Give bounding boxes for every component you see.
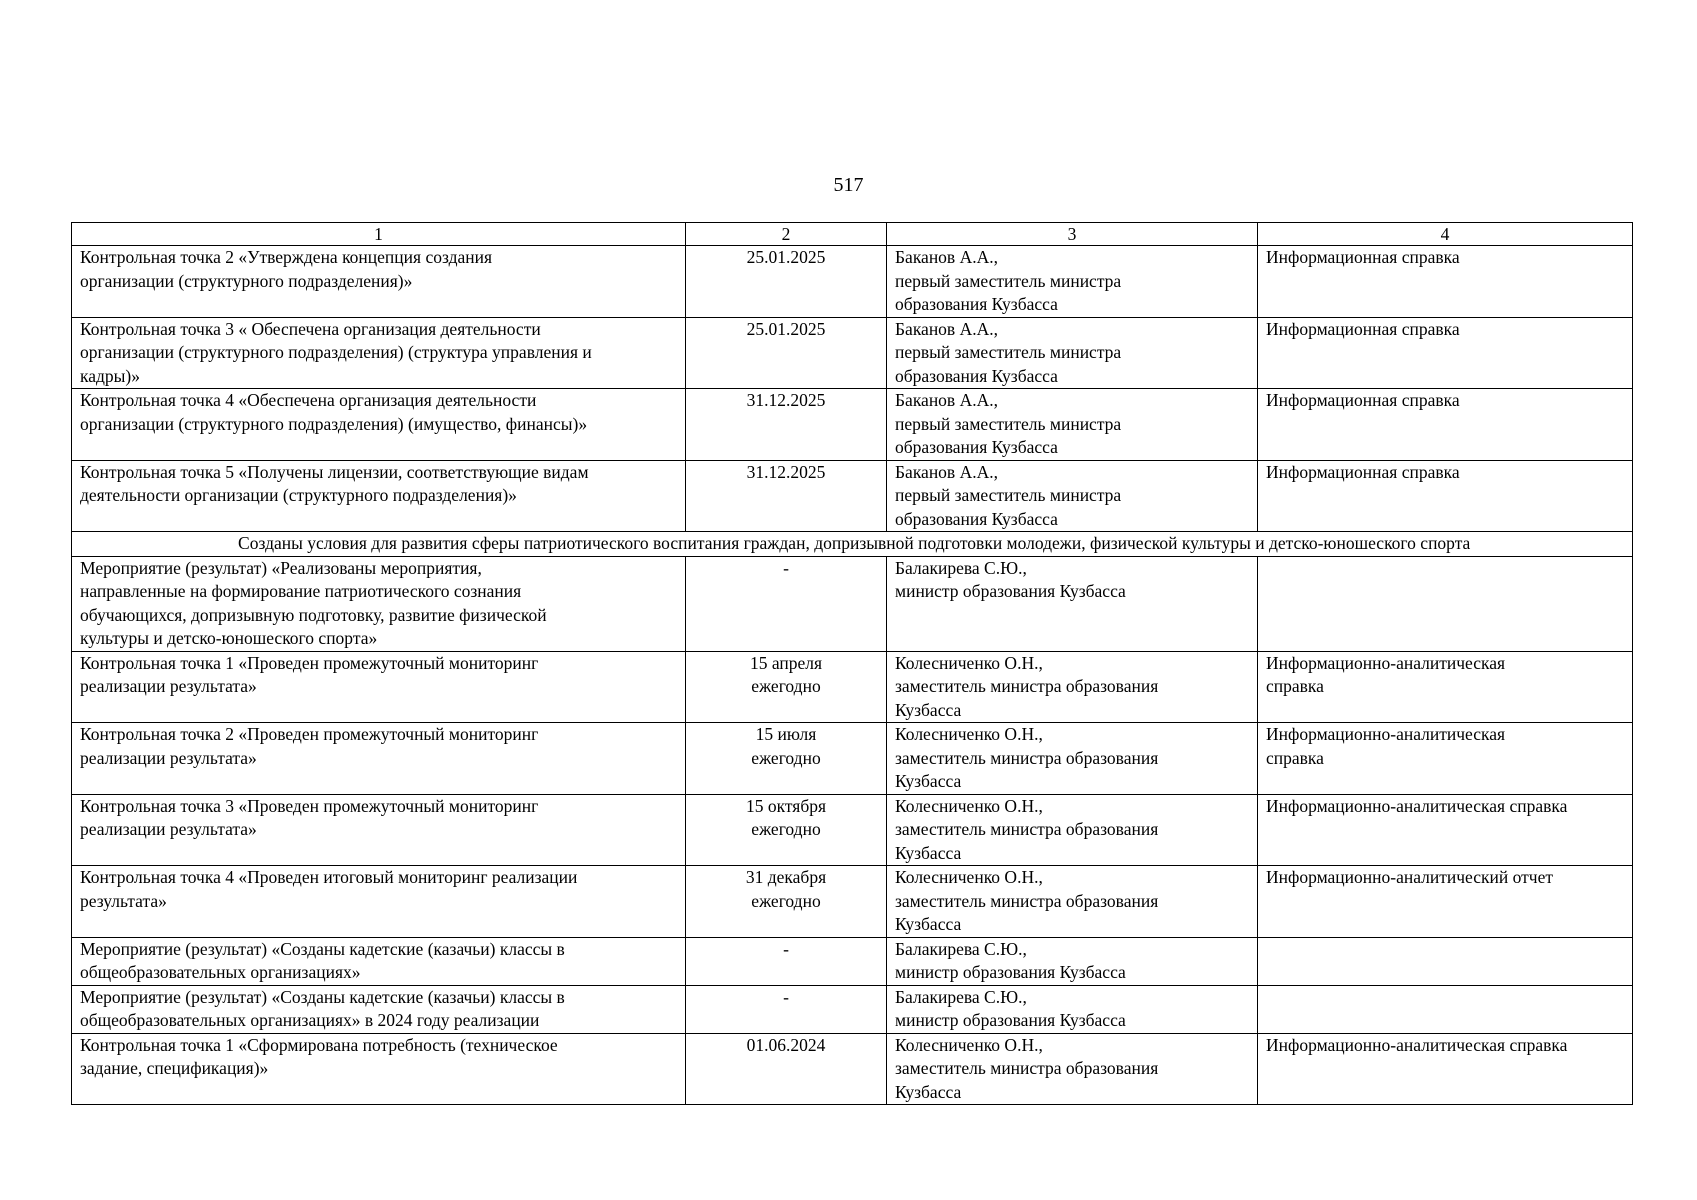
responsible-person-cell: [887, 937, 1258, 985]
document-type-cell-line: Информационная справка: [1266, 247, 1460, 267]
responsible-person-cell-line: Балакирева С.Ю.,: [895, 986, 1027, 1007]
deadline-cell: [686, 651, 887, 723]
document-type-cell-line: Информационно-аналитическая справка: [1266, 795, 1568, 816]
responsible-person-cell-line: Балакирева С.Ю.,: [895, 938, 1027, 959]
activity-name-cell-line: Контрольная точка 5 «Получены лицензии, соответствующие видам: [80, 461, 589, 482]
responsible-person-cell-line: Баканов А.А.,: [895, 461, 998, 482]
activity-name-cell-line: реализации результата»: [80, 747, 257, 768]
activity-name-cell-line: результата»: [80, 890, 167, 911]
responsible-person-cell: [887, 794, 1258, 866]
deadline-cell-line: 25.01.2025: [746, 247, 826, 267]
document-type-cell: [1258, 389, 1633, 461]
activity-name-cell-line: организации (структурного подразделения)»: [80, 270, 413, 291]
table-row: [72, 389, 1633, 461]
responsible-person-cell-line: первый заместитель министра: [895, 270, 1122, 291]
document-type-cell-line: Информационно-аналитическая справка: [1266, 1034, 1568, 1055]
responsible-person-cell-line: министр образования Кузбасса: [895, 1010, 1126, 1030]
document-type-cell-line: Информационно-аналитическая: [1266, 652, 1506, 673]
responsible-person-cell-line: первый заместитель министра: [895, 413, 1122, 434]
activity-name-cell-line: Мероприятие (результат) «Созданы кадетские (казачьи) классы в: [80, 986, 565, 1007]
deadline-cell: [686, 794, 887, 866]
table-row: [72, 317, 1633, 389]
document-type-cell-line: Информационно-аналитическая: [1266, 724, 1506, 744]
activity-name-cell-line: организации (структурного подразделения) (имущество, финансы)»: [80, 413, 588, 434]
activity-name-cell-line: Контрольная точка 4 «Обеспечена организация деятельности: [80, 390, 537, 410]
table-row: [72, 460, 1633, 532]
document-type-cell: [1258, 794, 1633, 866]
document-type-cell-line: справка: [1266, 676, 1324, 696]
table-row: [72, 246, 1633, 318]
activity-name-cell-line: направленные на формирование патриотического сознания: [80, 581, 522, 601]
deadline-cell-line: 31.12.2025: [746, 390, 826, 410]
responsible-person-cell-line: Кузбасса: [895, 914, 962, 934]
deadline-cell-line: ежегодно: [751, 747, 821, 768]
document-type-cell-line: Информационно-аналитический отчет: [1266, 867, 1554, 887]
deadline-cell: [686, 937, 887, 985]
activity-name-cell-line: Контрольная точка 1 «Сформирована потребность (техническое: [80, 1034, 558, 1055]
deadline-cell-line: 15 июля: [755, 724, 817, 744]
table-row: [72, 866, 1633, 938]
responsible-person-cell-line: Баканов А.А.,: [895, 247, 998, 267]
activity-name-cell: [72, 651, 686, 723]
activity-name-cell: [72, 1033, 686, 1105]
responsible-person-cell-line: Колесниченко О.Н.,: [895, 1034, 1043, 1055]
document-type-cell: [1258, 1033, 1633, 1105]
activity-name-cell: [72, 317, 686, 389]
activity-name-cell-line: кадры)»: [80, 365, 140, 386]
document-type-cell-line: Информационная справка: [1266, 318, 1460, 339]
responsible-person-cell-line: заместитель министра образования: [895, 676, 1159, 696]
document-type-cell: [1258, 985, 1633, 1033]
responsible-person-cell-line: заместитель министра образования: [895, 747, 1159, 768]
document-type-cell: [1258, 723, 1633, 795]
document-type-cell: [1258, 866, 1633, 938]
responsible-person-cell: [887, 866, 1258, 938]
document-type-cell: [1258, 937, 1633, 985]
deadline-cell: [686, 985, 887, 1033]
deadline-cell: [686, 556, 887, 651]
responsible-person-cell: [887, 1033, 1258, 1105]
activity-name-cell-line: Контрольная точка 2 «Утверждена концепция создания: [80, 247, 493, 267]
activity-name-cell-line: культуры и детско-юношеского спорта»: [80, 628, 378, 648]
activity-name-cell-line: деятельности организации (структурного подразделения)»: [80, 485, 517, 505]
activity-name-cell: [72, 723, 686, 795]
responsible-person-cell-line: первый заместитель министра: [895, 485, 1122, 505]
activity-name-cell-line: Мероприятие (результат) «Реализованы мероприятия,: [80, 557, 482, 578]
deadline-cell-line: ежегодно: [751, 819, 821, 839]
document-type-cell: [1258, 556, 1633, 651]
deadline-cell: [686, 317, 887, 389]
document-type-cell: [1258, 317, 1633, 389]
responsible-person-cell: [887, 389, 1258, 461]
responsible-person-cell-line: Балакирева С.Ю.,: [895, 557, 1027, 578]
document-type-cell-line: Информационная справка: [1266, 461, 1460, 482]
responsible-person-cell-line: Колесниченко О.Н.,: [895, 867, 1043, 887]
table-header-row: [72, 223, 1633, 246]
document-type-cell: [1258, 460, 1633, 532]
activity-name-cell-line: Контрольная точка 1 «Проведен промежуточный мониторинг: [80, 652, 539, 673]
responsible-person-cell-line: заместитель министра образования: [895, 1058, 1159, 1078]
page-number: 517: [833, 174, 864, 196]
activity-name-cell-line: Контрольная точка 3 « Обеспечена организация деятельности: [80, 318, 541, 339]
responsible-person-cell-line: заместитель министра образования: [895, 819, 1159, 839]
activity-name-cell: [72, 866, 686, 938]
deadline-cell-line: -: [783, 986, 789, 1007]
deadline-cell: [686, 723, 887, 795]
responsible-person-cell-line: Колесниченко О.Н.,: [895, 795, 1043, 816]
table-row: [72, 651, 1633, 723]
deadline-cell-line: 31.12.2025: [746, 461, 826, 482]
responsible-person-cell: [887, 246, 1258, 318]
deadline-cell: [686, 460, 887, 532]
activity-name-cell: [72, 794, 686, 866]
deadline-cell-line: 31 декабря: [745, 867, 827, 887]
table-row: [72, 985, 1633, 1033]
activity-name-cell: [72, 460, 686, 532]
table-row: [72, 937, 1633, 985]
deadline-cell: [686, 1033, 887, 1105]
responsible-person-cell: [887, 985, 1258, 1033]
responsible-person-cell-line: образования Кузбасса: [895, 365, 1058, 386]
table-row: [72, 556, 1633, 651]
deadline-cell-line: 15 апреля: [749, 652, 823, 673]
control-points-table: [71, 222, 1633, 1105]
activity-name-cell-line: Контрольная точка 4 «Проведен итоговый мониторинг реализации: [80, 867, 578, 887]
table-row: [72, 794, 1633, 866]
responsible-person-cell-line: заместитель министра образования: [895, 890, 1159, 911]
activity-name-cell-line: общеобразовательных организациях»: [80, 962, 361, 982]
document-type-cell-line: Информационная справка: [1266, 390, 1460, 410]
responsible-person-cell-line: Кузбасса: [895, 699, 962, 720]
activity-name-cell-line: Контрольная точка 2 «Проведен промежуточный мониторинг: [80, 724, 539, 744]
activity-name-cell-line: задание, спецификация)»: [80, 1058, 269, 1078]
deadline-cell: [686, 246, 887, 318]
header-cell-4: 4: [1258, 223, 1633, 246]
responsible-person-cell-line: Кузбасса: [895, 771, 962, 791]
responsible-person-cell-line: образования Кузбасса: [895, 294, 1058, 314]
responsible-person-cell-line: образования Кузбасса: [895, 437, 1058, 457]
activity-name-cell-line: организации (структурного подразделения) (структура управления и: [80, 342, 592, 362]
deadline-cell-line: -: [783, 557, 789, 578]
document-type-cell: [1258, 246, 1633, 318]
activity-name-cell: [72, 556, 686, 651]
table-row: [72, 1033, 1633, 1105]
header-cell-2: 2: [686, 223, 887, 246]
deadline-cell-line: ежегодно: [751, 676, 821, 696]
responsible-person-cell-line: образования Кузбасса: [895, 508, 1058, 529]
section-row: [72, 532, 1633, 557]
responsible-person-cell-line: Кузбасса: [895, 1081, 962, 1102]
responsible-person-cell: [887, 317, 1258, 389]
activity-name-cell-line: обучающихся, допризывную подготовку, развитие физической: [80, 604, 547, 625]
deadline-cell-line: 15 октября: [745, 795, 827, 816]
responsible-person-cell-line: первый заместитель министра: [895, 342, 1122, 362]
section-title: Созданы условия для развития сферы патриотического воспитания граждан, допризывной подготовки молодежи, физической культуры и детско-юношеского спорта: [72, 532, 1633, 557]
document-type-cell: [1258, 651, 1633, 723]
activity-name-cell-line: Мероприятие (результат) «Созданы кадетские (казачьи) классы в: [80, 938, 565, 959]
activity-name-cell: [72, 937, 686, 985]
deadline-cell: [686, 389, 887, 461]
header-cell-1: 1: [72, 223, 686, 246]
responsible-person-cell-line: Колесниченко О.Н.,: [895, 724, 1043, 744]
activity-name-cell-line: реализации результата»: [80, 819, 257, 839]
deadline-cell-line: -: [783, 938, 789, 959]
activity-name-cell-line: Контрольная точка 3 «Проведен промежуточный мониторинг: [80, 795, 539, 816]
deadline-cell: [686, 866, 887, 938]
activity-name-cell-line: реализации результата»: [80, 676, 257, 696]
responsible-person-cell-line: министр образования Кузбасса: [895, 581, 1126, 601]
table-row: [72, 723, 1633, 795]
responsible-person-cell-line: Кузбасса: [895, 842, 962, 863]
activity-name-cell: [72, 389, 686, 461]
activity-name-cell: [72, 246, 686, 318]
deadline-cell-line: 25.01.2025: [746, 318, 826, 339]
responsible-person-cell: [887, 460, 1258, 532]
responsible-person-cell: [887, 556, 1258, 651]
responsible-person-cell-line: Баканов А.А.,: [895, 318, 998, 339]
document-type-cell-line: справка: [1266, 747, 1324, 768]
activity-name-cell-line: общеобразовательных организациях» в 2024 году реализации: [80, 1010, 540, 1030]
responsible-person-cell: [887, 723, 1258, 795]
responsible-person-cell-line: Баканов А.А.,: [895, 390, 998, 410]
responsible-person-cell-line: министр образования Кузбасса: [895, 962, 1126, 982]
header-cell-3: 3: [887, 223, 1258, 246]
responsible-person-cell: [887, 651, 1258, 723]
activity-name-cell: [72, 985, 686, 1033]
deadline-cell-line: 01.06.2024: [746, 1034, 826, 1055]
responsible-person-cell-line: Колесниченко О.Н.,: [895, 652, 1043, 673]
deadline-cell-line: ежегодно: [751, 890, 821, 911]
